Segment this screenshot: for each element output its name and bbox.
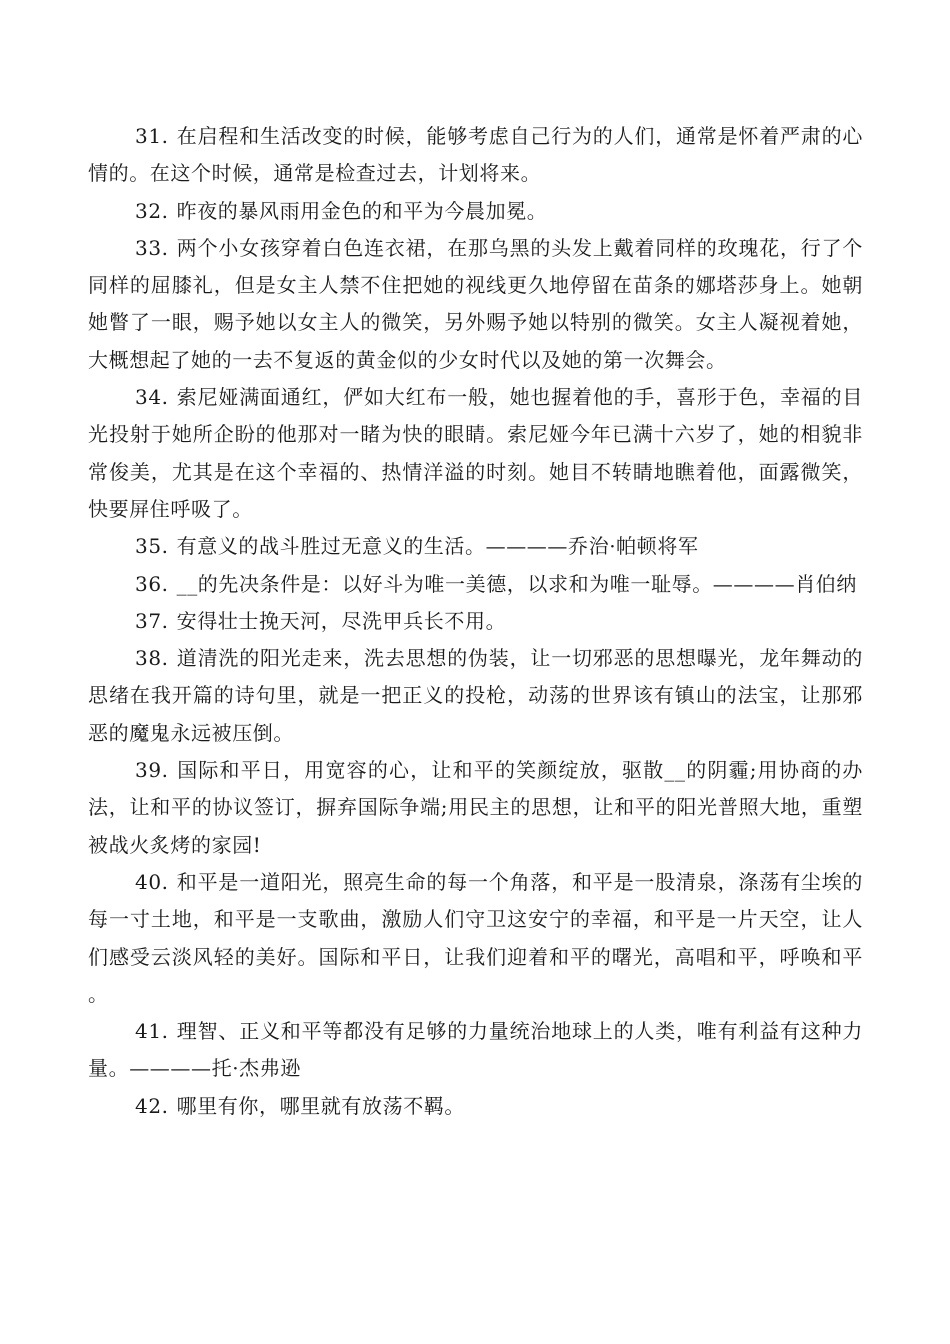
paragraph-42	[88, 1088, 863, 1125]
paragraph-text: 理智、正义和平等都没有足够的力量统治地球上的人类，唯有利益有这种力量。————托·杰弗逊	[88, 1019, 863, 1081]
document-body	[88, 118, 863, 1125]
item-number: 36.	[135, 571, 169, 596]
paragraph-text: 道清洗的阳光走来，洗去思想的伪装，让一切邪恶的思想曝光，龙年舞动的思绪在我开篇的诗句里，就是一把正义的投枪，动荡的世界该有镇山的法宝，让那邪恶的魔鬼永远被压倒。	[88, 646, 863, 745]
paragraph-41	[88, 1013, 863, 1088]
paragraph-39	[88, 752, 863, 864]
paragraph-text: 哪里有你，哪里就有放荡不羁。	[176, 1093, 466, 1118]
paragraph-text: 索尼娅满面通红，俨如大红布一般，她也握着他的手，喜形于色，幸福的目光投射于她所企盼的他那对一睹为快的眼睛。索尼娅今年已满十六岁了，她的相貌非常俊美，尤其是在这个幸福的、热情洋溢的时刻。她目不转睛地瞧着他，面露微笑，快要屏住呼吸了。	[88, 385, 863, 521]
paragraph-text: 两个小女孩穿着白色连衣裙，在那乌黑的头发上戴着同样的玫瑰花，行了个同样的屈膝礼，但是女主人禁不住把她的视线更久地停留在苗条的娜塔莎身上。她朝她瞥了一眼，赐予她以女主人的微笑，另外赐予她以特别的微笑。女主人凝视着她，大概想起了她的一去不复返的黄金似的少女时代以及她的第一次舞会。	[88, 235, 863, 372]
item-number: 41.	[135, 1019, 169, 1044]
item-number: 42.	[135, 1093, 169, 1118]
item-number: 33.	[135, 235, 169, 260]
paragraph-text: 和平是一道阳光，照亮生命的每一个角落，和平是一股清泉，涤荡有尘埃的每一寸土地，和平是一支歌曲，激励人们守卫这安宁的幸福，和平是一片天空，让人们感受云淡风轻的美好。国际和平日，让我们迎着和平的曙光，高唱和平，呼唤和平。	[88, 869, 863, 1006]
paragraph-34	[88, 379, 863, 528]
item-number: 34.	[135, 385, 169, 410]
item-number: 38.	[135, 646, 169, 671]
paragraph-32	[88, 193, 863, 230]
paragraph-37	[88, 603, 863, 640]
paragraph-40	[88, 864, 863, 1013]
paragraph-33	[88, 230, 863, 379]
paragraph-text: 在启程和生活改变的时候，能够考虑自己行为的人们，通常是怀着严肃的心情的。在这个时候，通常是检查过去，计划将来。	[88, 124, 863, 186]
paragraph-text: __的先决条件是：以好斗为唯一美德，以求和为唯一耻辱。————肖伯纳	[176, 571, 858, 596]
paragraph-35	[88, 528, 863, 565]
paragraph-text: 安得壮士挽天河，尽洗甲兵长不用。	[176, 608, 507, 633]
paragraph-text: 有意义的战斗胜过无意义的生活。————乔治·帕顿将军	[176, 534, 699, 559]
item-number: 32.	[135, 198, 169, 223]
item-number: 37.	[135, 608, 169, 633]
item-number: 31.	[135, 124, 169, 148]
paragraph-text: 昨夜的暴风雨用金色的和平为今晨加冕。	[176, 198, 548, 223]
item-number: 40.	[135, 869, 169, 894]
item-number: 35.	[135, 534, 169, 559]
paragraph-36	[88, 566, 863, 603]
paragraph-text: 国际和平日，用宽容的心，让和平的笑颜绽放，驱散__的阴霾;用协商的办法，让和平的协议签订，摒弃国际争端;用民主的思想，让和平的阳光普照大地，重塑被战火炙烤的家园!	[88, 758, 863, 857]
paragraph-31	[88, 118, 863, 193]
item-number: 39.	[135, 758, 169, 783]
paragraph-38	[88, 640, 863, 752]
